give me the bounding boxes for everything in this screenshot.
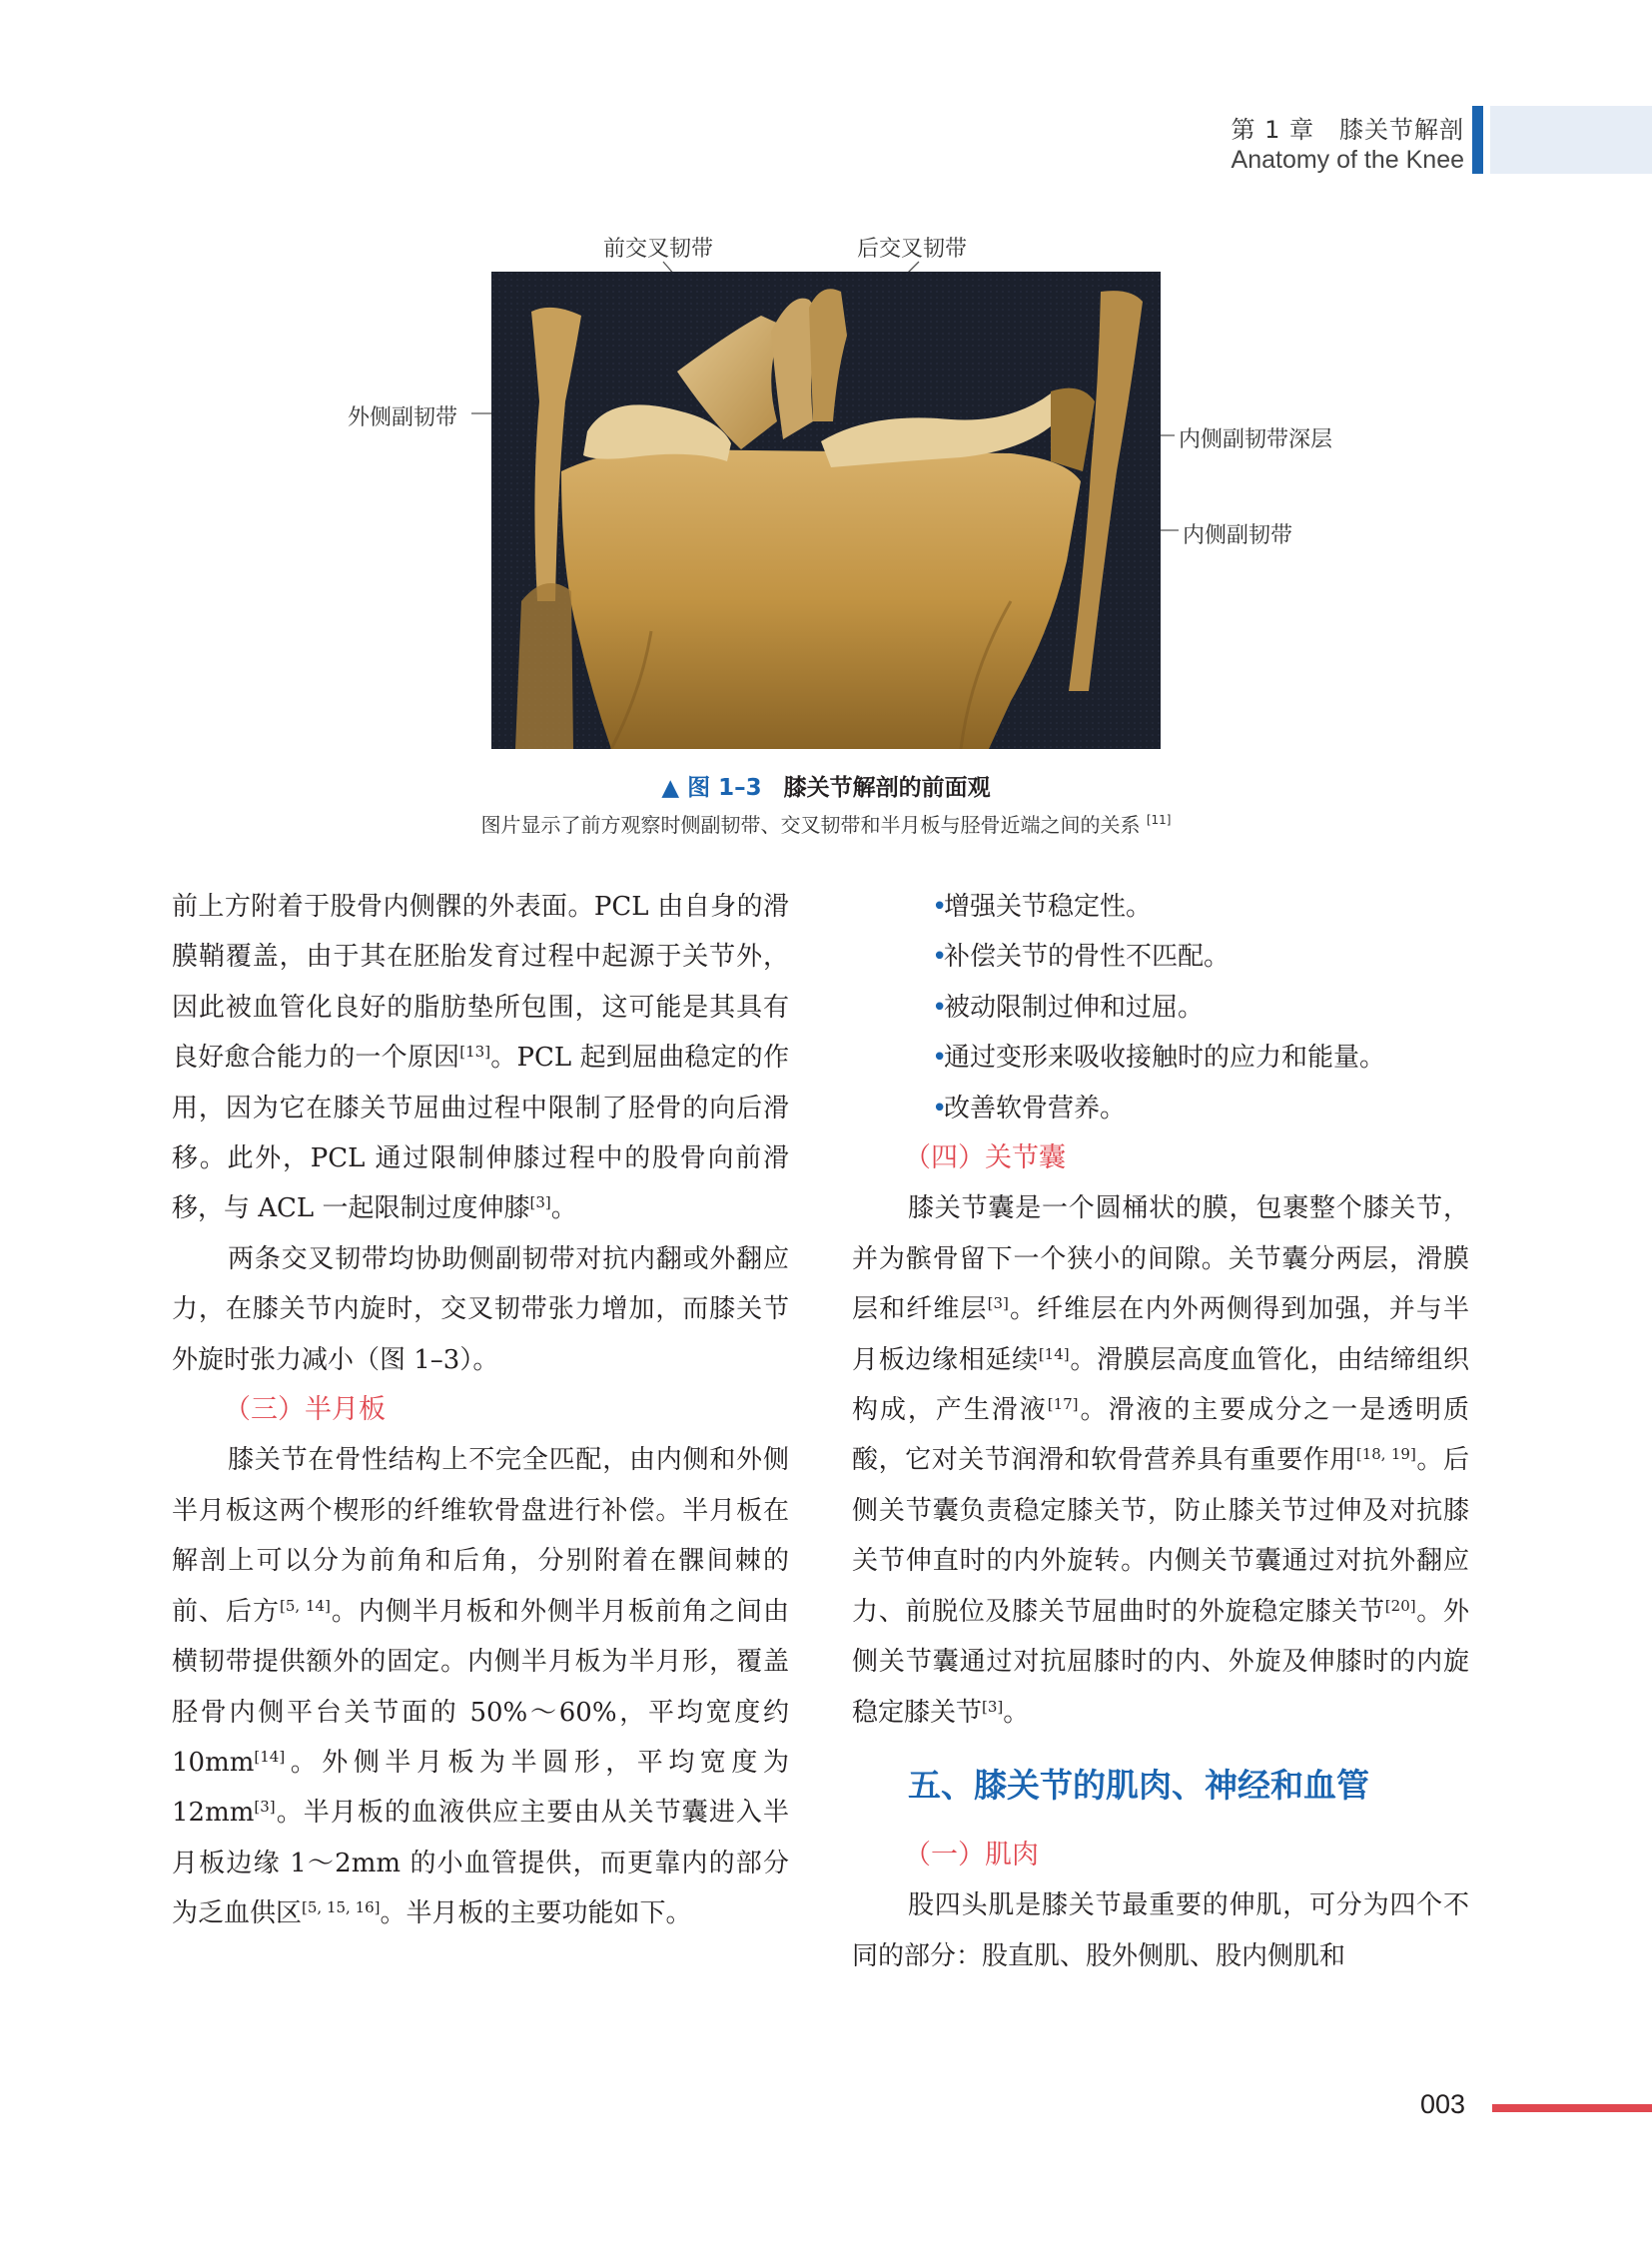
label-acl: 前交叉韧带: [603, 237, 714, 262]
section-heading-muscles-nerves-vessels: 五、膝关节的肌肉、神经和血管: [908, 1765, 1369, 1805]
paragraph-meniscus: 膝关节在骨性结构上不完全匹配，由内侧和外侧半月板这两个楔形的纤维软骨盘进行补偿。半月板在解剖上可以分为前角和后角，分别附着在髁间棘的前、后方[5, 14]。内侧半月板和外侧半月板前角之间由横韧带提供额外的固定。内侧半月板为半月形，覆盖胫骨内侧平台关节面的 50%～60%，平均宽度约 10mm[14]。外侧半月板为半圆形，平均宽度为 12mm[3]。半月板的血液供应主要由从关节囊进入半月板边缘 1～2mm 的小血管提供，而更靠内的部分为乏血供区[5, 15, 16]。半月板的主要功能如下。: [172, 1445, 789, 1929]
label-pcl: 后交叉韧带: [857, 237, 968, 262]
caption-citation: [11]: [1146, 813, 1172, 827]
figure-caption-number: ▲ 图 1–3: [661, 775, 762, 801]
figure-caption-title: [0, 769, 1652, 802]
figure-caption-text: 膝关节解剖的前面观: [783, 775, 991, 801]
label-mcl-deep: 内侧副韧带深层: [1179, 427, 1333, 452]
paragraph-pcl: 前上方附着于股骨内侧髁的外表面。PCL 由自身的滑膜鞘覆盖，由于其在胚胎发育过程中起源于关节外，因此被血管化良好的脂肪垫所包围，这可能是其具有良好愈合能力的一个原因[13]。PCL 起到屈曲稳定的作用，因为它在膝关节屈曲过程中限制了胫骨的向后滑移。此外，PCL 通过限制伸膝过程中的股骨向前滑移，与 ACL 一起限制过度伸膝[3]。: [172, 892, 789, 1224]
list-item: • 增强关节稳定性。: [932, 892, 1153, 922]
label-lcl: 外侧副韧带: [348, 405, 458, 430]
left-column: [172, 882, 789, 1939]
list-item: • 补偿关节的骨性不匹配。: [932, 942, 1231, 973]
chapter-title-zh: 第 1 章 膝关节解剖: [1231, 116, 1464, 144]
label-mcl: 内侧副韧带: [1183, 523, 1293, 548]
right-column: [852, 882, 1469, 1981]
list-item: • 被动限制过伸和过屈。: [932, 992, 1205, 1023]
knee-anatomy-photo: [491, 272, 1161, 749]
subheading-meniscus: （三）半月板: [224, 1394, 386, 1426]
paragraph-quadriceps: 股四头肌是膝关节最重要的伸肌，可分为四个不同的部分：股直肌、股外侧肌、股内侧肌和: [852, 1890, 1469, 1971]
figure-caption-description: [0, 809, 1652, 838]
subheading-muscles: （一）肌肉: [904, 1839, 1039, 1870]
paragraph-joint-capsule: 膝关节囊是一个圆桶状的膜，包裹整个膝关节，并为髌骨留下一个狭小的间隙。关节囊分两层，滑膜层和纤维层[3]。纤维层在内外两侧得到加强，并与半月板边缘相延续[14]。滑膜层高度血管化，由结缔组织构成，产生滑液[17]。滑液的主要成分之一是透明质酸，它对关节润滑和软骨营养具有重要作用[18, 19]。后侧关节囊负责稳定膝关节，防止膝关节过伸及对抗膝关节伸直时的内外旋转。内侧关节囊通过对抗外翻应力、前脱位及膝关节屈曲时的外旋稳定膝关节[20]。外侧关节囊通过对抗屈膝时的内、外旋及伸膝时的内旋稳定膝关节[3]。: [852, 1193, 1469, 1728]
page-number: 003: [1420, 2089, 1466, 2119]
footer-accent-bar: [1492, 2104, 1652, 2112]
list-item: • 通过变形来吸收接触时的应力和能量。: [932, 1043, 1386, 1074]
paragraph-cruciate: 两条交叉韧带均协助侧副韧带对抗内翻或外翻应力，在膝关节内旋时，交叉韧带张力增加，而膝关节外旋时张力减小（图 1–3）。: [172, 1243, 789, 1375]
caption-desc-text: 图片显示了前方观察时侧副韧带、交叉韧带和半月板与胫骨近端之间的关系: [480, 813, 1141, 837]
subheading-joint-capsule: （四）关节囊: [904, 1142, 1066, 1174]
list-item: • 改善软骨营养。: [932, 1093, 1127, 1123]
chapter-title-en: Anatomy of the Knee: [1231, 146, 1464, 174]
